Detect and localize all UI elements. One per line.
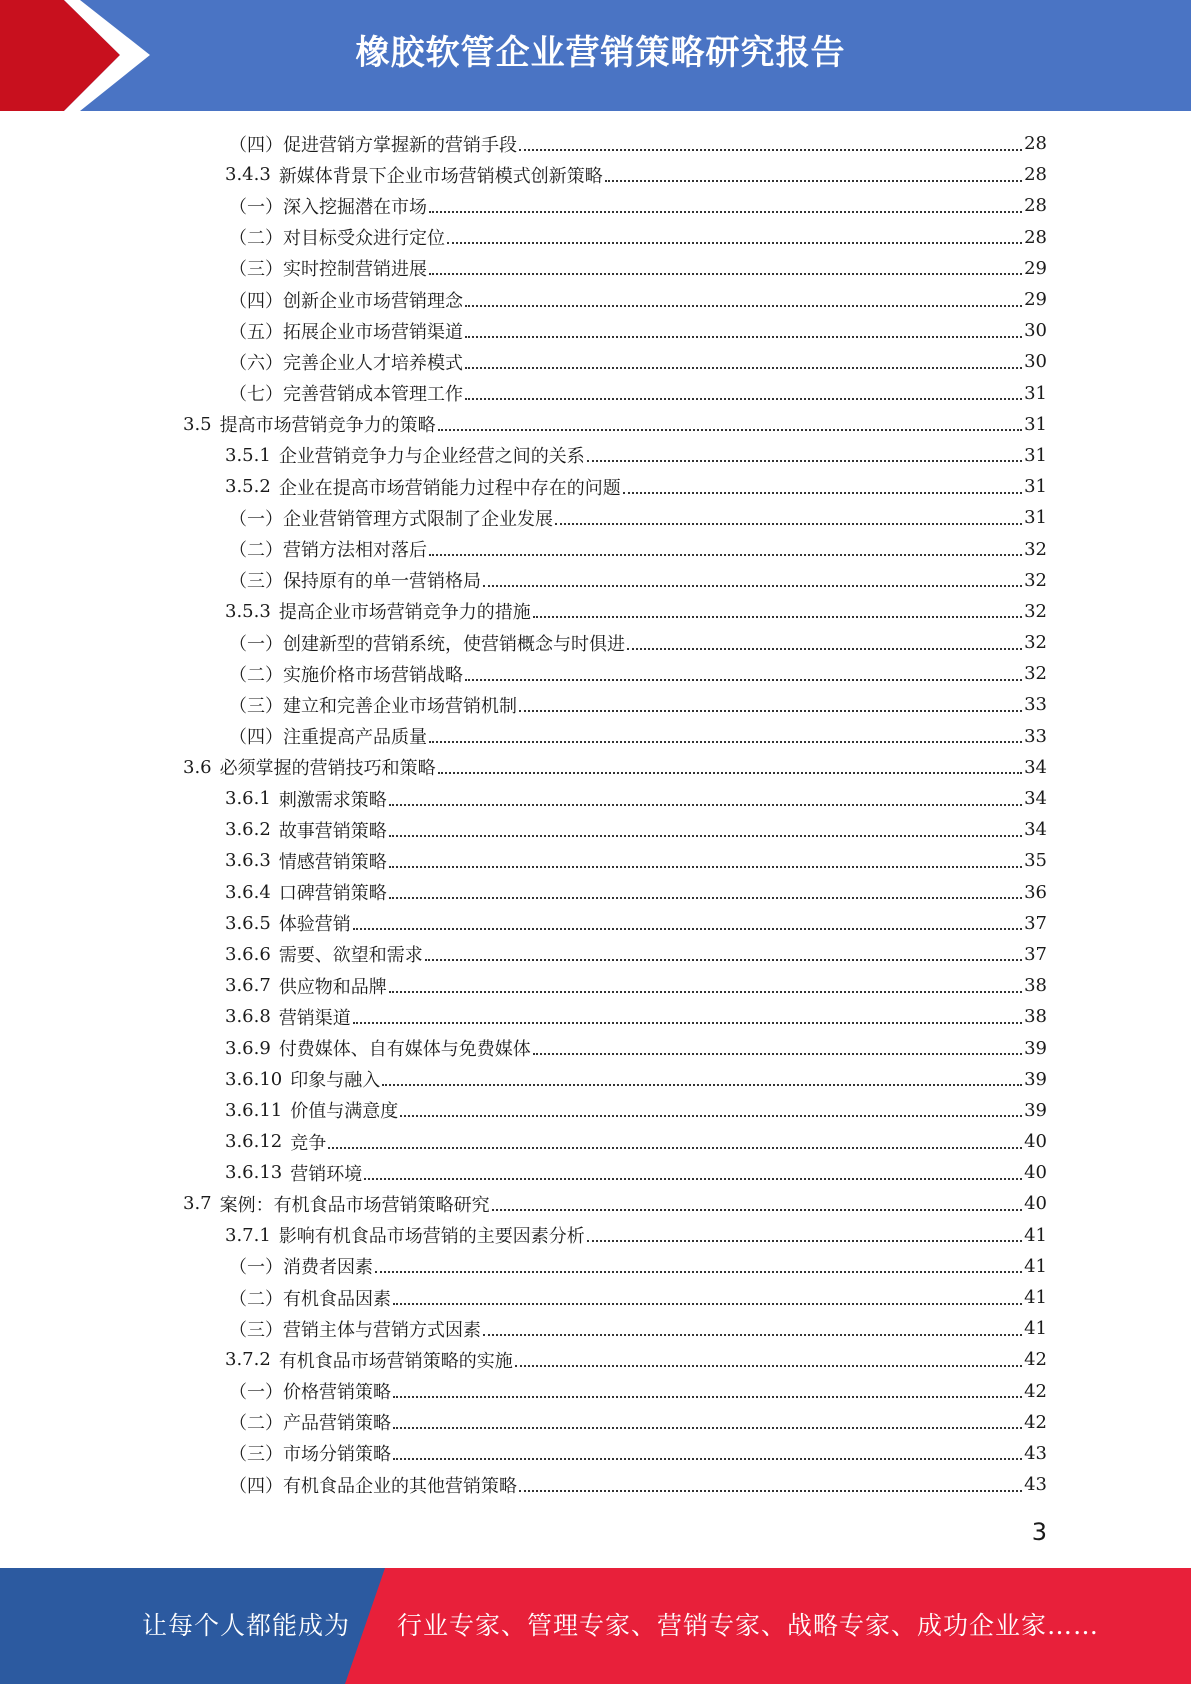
toc-entry-label: 提高企业市场营销竞争力的措施 bbox=[278, 602, 531, 624]
toc-entry-page: 38 bbox=[1024, 975, 1047, 997]
toc-dot-leader bbox=[429, 741, 1022, 743]
toc-dot-leader bbox=[438, 772, 1022, 774]
toc-dot-leader bbox=[382, 1084, 1022, 1086]
page-number: 3 bbox=[1031, 1518, 1047, 1546]
toc-entry-label: 情感营销策略 bbox=[278, 851, 387, 873]
toc-entry-page: 31 bbox=[1024, 507, 1047, 529]
toc-entry-label: 供应物和品牌 bbox=[278, 976, 387, 998]
toc-entry-label: 营销环境 bbox=[290, 1163, 363, 1185]
toc-entry-label: （四）注重提高产品质量 bbox=[229, 727, 427, 749]
toc-dot-leader bbox=[587, 1240, 1022, 1242]
toc-dot-leader bbox=[393, 1303, 1022, 1305]
toc-entry[interactable] bbox=[0, 533, 1047, 564]
toc-entry-label: （三）保持原有的单一营销格局 bbox=[229, 571, 481, 593]
toc-entry-label: （四）促进营销方掌握新的营销手段 bbox=[229, 134, 517, 156]
toc-entry-number: 3.6.3 bbox=[225, 850, 271, 872]
toc-entry-number: 3.6.10 bbox=[225, 1068, 283, 1090]
toc-dot-leader bbox=[389, 991, 1022, 993]
toc-entry-page: 30 bbox=[1024, 320, 1047, 342]
toc-entry-label: （二）产品营销策略 bbox=[229, 1413, 391, 1435]
toc-entry-label: （四）创新企业市场营销理念 bbox=[229, 290, 463, 312]
toc-entry[interactable] bbox=[0, 1251, 1047, 1282]
table-of-contents bbox=[0, 128, 1191, 1500]
toc-entry-page: 36 bbox=[1024, 881, 1047, 903]
toc-entry-page: 37 bbox=[1024, 943, 1047, 965]
toc-entry-label: （一）消费者因素 bbox=[229, 1257, 373, 1279]
toc-entry-page: 31 bbox=[1024, 382, 1047, 404]
toc-dot-leader bbox=[519, 710, 1022, 712]
toc-entry-page: 35 bbox=[1024, 850, 1047, 872]
toc-entry-page: 28 bbox=[1024, 226, 1047, 248]
toc-entry[interactable] bbox=[0, 1001, 1047, 1032]
toc-entry-page: 34 bbox=[1024, 756, 1047, 778]
toc-entry[interactable] bbox=[0, 565, 1047, 596]
toc-entry-number: 3.6 bbox=[183, 756, 212, 778]
toc-entry-label: （一）企业营销管理方式限制了企业发展 bbox=[229, 508, 553, 530]
toc-entry-label: 影响有机食品市场营销的主要因素分析 bbox=[278, 1226, 585, 1248]
toc-entry[interactable] bbox=[0, 939, 1047, 970]
toc-dot-leader bbox=[429, 211, 1022, 213]
toc-dot-leader bbox=[533, 1053, 1022, 1055]
toc-entry-number: 3.6.8 bbox=[225, 1006, 271, 1028]
toc-dot-leader bbox=[627, 648, 1022, 650]
toc-dot-leader bbox=[375, 1271, 1022, 1273]
toc-entry-page: 41 bbox=[1024, 1224, 1047, 1246]
toc-entry-number: 3.6.6 bbox=[225, 943, 271, 965]
toc-dot-leader bbox=[519, 1490, 1022, 1492]
toc-entry-page: 43 bbox=[1024, 1474, 1047, 1496]
toc-entry[interactable] bbox=[0, 783, 1047, 814]
toc-entry[interactable] bbox=[0, 1313, 1047, 1344]
toc-entry-page: 41 bbox=[1024, 1318, 1047, 1340]
toc-entry-label: 案例：有机食品市场营销策略研究 bbox=[219, 1194, 490, 1216]
toc-entry-page: 32 bbox=[1024, 632, 1047, 654]
toc-dot-leader bbox=[353, 928, 1022, 930]
toc-entry[interactable] bbox=[0, 409, 1047, 440]
toc-entry[interactable] bbox=[0, 1064, 1047, 1095]
toc-dot-leader bbox=[447, 242, 1022, 244]
toc-dot-leader bbox=[393, 1458, 1022, 1460]
toc-entry-label: （七）完善营销成本管理工作 bbox=[229, 384, 463, 406]
toc-entry-page: 34 bbox=[1024, 819, 1047, 841]
toc-entry-page: 31 bbox=[1024, 413, 1047, 435]
report-title: 橡胶软管企业营销策略研究报告 bbox=[355, 33, 846, 73]
toc-entry-label: （一）创建新型的营销系统，使营销概念与时俱进 bbox=[229, 633, 625, 655]
toc-entry-page: 32 bbox=[1024, 569, 1047, 591]
toc-dot-leader bbox=[364, 1178, 1022, 1180]
footer-slogan-right: 行业专家、管理专家、营销专家、战略专家、成功企业家…… bbox=[397, 1611, 1100, 1640]
toc-entry[interactable] bbox=[0, 1188, 1047, 1219]
toc-entry-page: 29 bbox=[1024, 289, 1047, 311]
toc-dot-leader bbox=[519, 149, 1022, 151]
toc-dot-leader bbox=[425, 959, 1022, 961]
toc-dot-leader bbox=[353, 1022, 1022, 1024]
toc-dot-leader bbox=[438, 429, 1022, 431]
toc-entry-number: 3.6.4 bbox=[225, 881, 271, 903]
toc-entry-label: （二）对目标受众进行定位 bbox=[229, 228, 445, 250]
toc-entry-page: 31 bbox=[1024, 444, 1047, 466]
toc-entry-number: 3.6.2 bbox=[225, 819, 271, 841]
toc-entry-number: 3.6.12 bbox=[225, 1131, 283, 1153]
toc-entry-page: 32 bbox=[1024, 600, 1047, 622]
toc-entry[interactable] bbox=[0, 1126, 1047, 1157]
toc-entry[interactable] bbox=[0, 440, 1047, 471]
toc-entry-page: 43 bbox=[1024, 1442, 1047, 1464]
toc-entry[interactable] bbox=[0, 502, 1047, 533]
toc-entry[interactable] bbox=[0, 814, 1047, 845]
toc-dot-leader bbox=[465, 398, 1022, 400]
toc-entry-label: （三）实时控制营销进展 bbox=[229, 259, 427, 281]
toc-entry-page: 28 bbox=[1024, 164, 1047, 186]
toc-entry[interactable] bbox=[0, 190, 1047, 221]
toc-entry[interactable] bbox=[0, 284, 1047, 315]
toc-entry[interactable] bbox=[0, 1095, 1047, 1126]
toc-entry[interactable] bbox=[0, 1407, 1047, 1438]
toc-dot-leader bbox=[483, 585, 1022, 587]
toc-entry[interactable] bbox=[0, 128, 1047, 159]
toc-entry-label: （六）完善企业人才培养模式 bbox=[229, 352, 463, 374]
toc-entry-label: 体验营销 bbox=[278, 914, 351, 936]
toc-entry-page: 38 bbox=[1024, 1006, 1047, 1028]
toc-entry[interactable] bbox=[0, 222, 1047, 253]
toc-entry[interactable] bbox=[0, 1157, 1047, 1188]
toc-dot-leader bbox=[400, 1115, 1022, 1117]
toc-entry-page: 28 bbox=[1024, 195, 1047, 217]
toc-entry[interactable] bbox=[0, 689, 1047, 720]
toc-entry-label: 故事营销策略 bbox=[278, 820, 387, 842]
toc-entry[interactable] bbox=[0, 658, 1047, 689]
toc-entry[interactable] bbox=[0, 877, 1047, 908]
toc-dot-leader bbox=[389, 835, 1022, 837]
toc-entry[interactable] bbox=[0, 1220, 1047, 1251]
toc-entry-page: 39 bbox=[1024, 1037, 1047, 1059]
toc-entry-page: 33 bbox=[1024, 694, 1047, 716]
toc-entry-page: 31 bbox=[1024, 476, 1047, 498]
toc-dot-leader bbox=[555, 523, 1022, 525]
toc-entry-label: （一）深入挖掘潜在市场 bbox=[229, 196, 427, 218]
toc-entry[interactable] bbox=[0, 908, 1047, 939]
toc-entry-number: 3.7 bbox=[183, 1193, 212, 1215]
toc-entry-number: 3.5.2 bbox=[225, 476, 271, 498]
toc-entry-label: （二）有机食品因素 bbox=[229, 1288, 391, 1310]
toc-entry-label: 印象与融入 bbox=[290, 1070, 381, 1092]
toc-dot-leader bbox=[389, 897, 1022, 899]
toc-entry-label: 付费媒体、自有媒体与免费媒体 bbox=[278, 1039, 531, 1061]
toc-entry-page: 34 bbox=[1024, 788, 1047, 810]
toc-entry-page: 32 bbox=[1024, 538, 1047, 560]
toc-dot-leader bbox=[389, 804, 1022, 806]
toc-entry[interactable] bbox=[0, 1282, 1047, 1313]
toc-entry[interactable] bbox=[0, 1376, 1047, 1407]
toc-entry[interactable] bbox=[0, 845, 1047, 876]
toc-entry-number: 3.5.1 bbox=[225, 444, 271, 466]
toc-entry[interactable] bbox=[0, 627, 1047, 658]
toc-entry-label: 必须掌握的营销技巧和策略 bbox=[219, 758, 436, 780]
toc-dot-leader bbox=[465, 367, 1022, 369]
toc-entry-number: 3.7.1 bbox=[225, 1224, 271, 1246]
toc-dot-leader bbox=[623, 492, 1022, 494]
toc-entry-number: 3.6.9 bbox=[225, 1037, 271, 1059]
toc-entry-label: 新媒体背景下企业市场营销模式创新策略 bbox=[278, 165, 603, 187]
toc-entry-number: 3.4.3 bbox=[225, 164, 271, 186]
toc-entry-label: （一）价格营销策略 bbox=[229, 1382, 391, 1404]
toc-dot-leader bbox=[429, 273, 1022, 275]
toc-entry-label: （三）建立和完善企业市场营销机制 bbox=[229, 695, 517, 717]
toc-dot-leader bbox=[393, 1427, 1022, 1429]
toc-entry[interactable] bbox=[0, 159, 1047, 190]
toc-entry-number: 3.5.3 bbox=[225, 600, 271, 622]
toc-entry[interactable] bbox=[0, 970, 1047, 1001]
toc-dot-leader bbox=[465, 305, 1022, 307]
toc-entry-page: 40 bbox=[1024, 1162, 1047, 1184]
toc-entry-page: 41 bbox=[1024, 1255, 1047, 1277]
toc-entry-label: （五）拓展企业市场营销渠道 bbox=[229, 321, 463, 343]
toc-entry-page: 37 bbox=[1024, 912, 1047, 934]
toc-entry-label: 竞争 bbox=[290, 1132, 327, 1154]
toc-entry-label: 企业在提高市场营销能力过程中存在的问题 bbox=[278, 477, 621, 499]
toc-entry-page: 33 bbox=[1024, 725, 1047, 747]
toc-entry-page: 39 bbox=[1024, 1099, 1047, 1121]
toc-dot-leader bbox=[465, 336, 1022, 338]
toc-entry-number: 3.7.2 bbox=[225, 1349, 271, 1371]
toc-entry-page: 28 bbox=[1024, 133, 1047, 155]
page-footer bbox=[0, 1568, 1191, 1684]
toc-entry-number: 3.6.1 bbox=[225, 788, 271, 810]
toc-entry-label: （四）有机食品企业的其他营销策略 bbox=[229, 1475, 517, 1497]
toc-entry-page: 39 bbox=[1024, 1068, 1047, 1090]
toc-dot-leader bbox=[515, 1365, 1022, 1367]
toc-entry-label: 企业营销竞争力与企业经营之间的关系 bbox=[278, 446, 585, 468]
toc-entry-page: 30 bbox=[1024, 351, 1047, 373]
toc-entry[interactable] bbox=[0, 378, 1047, 409]
toc-dot-leader bbox=[393, 1396, 1022, 1398]
toc-entry-label: 刺激需求策略 bbox=[278, 789, 387, 811]
toc-entry-label: 价值与满意度 bbox=[290, 1101, 399, 1123]
page-header bbox=[0, 0, 1191, 111]
toc-entry-page: 42 bbox=[1024, 1380, 1047, 1402]
toc-entry-label: （二）实施价格市场营销战略 bbox=[229, 664, 463, 686]
toc-entry-number: 3.6.13 bbox=[225, 1162, 283, 1184]
toc-entry-page: 40 bbox=[1024, 1193, 1047, 1215]
toc-entry[interactable] bbox=[0, 752, 1047, 783]
toc-entry[interactable] bbox=[0, 1344, 1047, 1375]
toc-entry-page: 40 bbox=[1024, 1131, 1047, 1153]
toc-entry-page: 42 bbox=[1024, 1411, 1047, 1433]
toc-dot-leader bbox=[483, 1334, 1022, 1336]
toc-entry-label: 口碑营销策略 bbox=[278, 883, 387, 905]
toc-dot-leader bbox=[605, 180, 1022, 182]
toc-entry[interactable] bbox=[0, 315, 1047, 346]
toc-dot-leader bbox=[328, 1147, 1022, 1149]
toc-entry-label: 有机食品市场营销策略的实施 bbox=[278, 1350, 513, 1372]
toc-entry[interactable] bbox=[0, 721, 1047, 752]
toc-entry-label: 提高市场营销竞争力的策略 bbox=[219, 415, 436, 437]
toc-entry-page: 41 bbox=[1024, 1287, 1047, 1309]
toc-dot-leader bbox=[587, 460, 1022, 462]
toc-entry[interactable] bbox=[0, 1469, 1047, 1500]
toc-entry-number: 3.6.11 bbox=[225, 1099, 283, 1121]
toc-entry-page: 42 bbox=[1024, 1349, 1047, 1371]
toc-entry-label: 需要、欲望和需求 bbox=[278, 945, 423, 967]
toc-dot-leader bbox=[492, 1209, 1022, 1211]
toc-dot-leader bbox=[465, 679, 1022, 681]
toc-entry-label: 营销渠道 bbox=[278, 1007, 351, 1029]
toc-entry-page: 32 bbox=[1024, 663, 1047, 685]
toc-dot-leader bbox=[429, 554, 1022, 556]
toc-entry[interactable] bbox=[0, 1438, 1047, 1469]
toc-entry-page: 29 bbox=[1024, 257, 1047, 279]
toc-dot-leader bbox=[533, 616, 1022, 618]
toc-entry-number: 3.6.7 bbox=[225, 975, 271, 997]
toc-entry[interactable] bbox=[0, 1032, 1047, 1063]
toc-entry-label: （三）市场分销策略 bbox=[229, 1444, 391, 1466]
toc-entry[interactable] bbox=[0, 471, 1047, 502]
toc-entry-number: 3.5 bbox=[183, 413, 212, 435]
toc-entry-label: （三）营销主体与营销方式因素 bbox=[229, 1319, 481, 1341]
toc-entry-number: 3.6.5 bbox=[225, 912, 271, 934]
footer-slogan-left: 让每个人都能成为 bbox=[142, 1611, 351, 1640]
toc-entry[interactable] bbox=[0, 596, 1047, 627]
toc-entry-label: （二）营销方法相对落后 bbox=[229, 540, 427, 562]
toc-dot-leader bbox=[389, 866, 1022, 868]
toc-entry[interactable] bbox=[0, 346, 1047, 377]
toc-entry[interactable] bbox=[0, 253, 1047, 284]
